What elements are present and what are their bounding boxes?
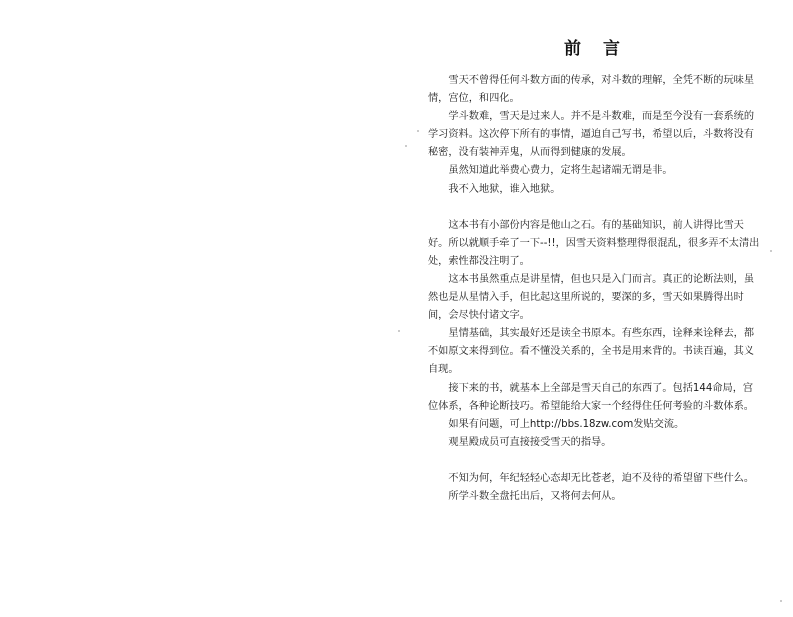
paragraph: 这本书虽然重点是讲星情，但也只是入门而言。真正的论断法则，虽然也是从星情入手，但比起这里所说的，要深的多，雪天如果腾得出时间，会尽快付诸文字。	[428, 273, 755, 322]
paragraph: 虽然知道此举费心费力，定将生起诸端无谓是非。	[448, 165, 673, 177]
scan-speck	[405, 145, 407, 147]
paragraph: 观星殿成员可直接接受雪天的指导。	[448, 436, 612, 448]
scan-speck	[780, 600, 782, 602]
paragraph: 所学斗数全盘托出后，又将何去何从。	[448, 490, 622, 502]
section-gap	[428, 452, 763, 470]
paragraph-link: 如果有问题，可上http://bbs.18zw.com发贴交流。	[448, 418, 685, 430]
paragraph: 星情基础，其实最好还是读全书原本。有些东西，诠释来诠释去，都不如原文来得到位。看不懂没关系的，全书是用来背的。书读百遍，其义自现。	[428, 328, 755, 376]
scan-speck	[417, 130, 419, 132]
preface-body	[428, 72, 763, 506]
paragraph: 雪天不曾得任何斗数方面的传承，对斗数的理解，全凭不断的玩味星情，宫位，和四化。	[428, 75, 755, 105]
paragraph: 我不入地狱，谁入地狱。	[448, 183, 561, 195]
paragraph: 这本书有小部份内容是他山之石。有的基础知识，前人讲得比雪天好。所以就顺手牵了一下--!!，因雪天资料整理得很混乱，很多弄不太清出处，索性都没注明了。	[428, 219, 760, 267]
paragraph: 学斗数难，雪天是过来人。并不是斗数难，而是至今没有一套系统的学习资料。这次停下所有的事情，逼迫自己写书，希望以后，斗数将没有秘密，没有装神弄鬼，从而得到健康的发展。	[428, 111, 755, 159]
section-gap	[428, 199, 763, 217]
right-page	[396, 0, 793, 617]
paragraph: 接下来的书，就基本上全部是雪天自己的东西了。包括144命局，宫位体系，各种论断技巧。希望能给大家一个经得住任何考验的斗数体系。	[428, 382, 754, 412]
scan-speck	[398, 330, 400, 332]
left-page-blank	[0, 0, 396, 617]
preface-title: 前 言	[564, 39, 628, 59]
paragraph: 不知为何，年纪轻轻心态却无比苍老，迫不及待的希望留下些什么。	[448, 472, 755, 484]
scan-speck	[770, 250, 772, 252]
